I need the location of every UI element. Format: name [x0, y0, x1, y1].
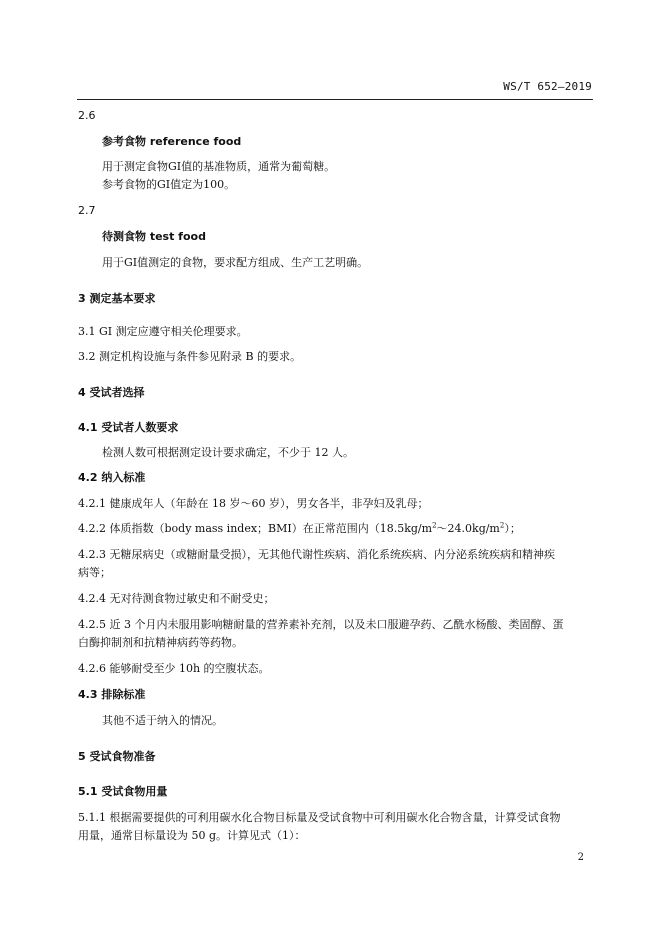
- clause-5-1-1-line1: 5.1.1 根据需要提供的可利用碳水化合物目标量及受试食物中可利用碳水化合物含量，计算受试食物: [78, 811, 561, 824]
- document-code: WS/T 652—2019: [503, 80, 592, 93]
- clause-2-6-definition: 用于测定食物GI值的基准物质，通常为葡萄糖。: [102, 160, 336, 173]
- clause-4-3-heading: 4.3 排除标准: [78, 688, 146, 701]
- clause-2-7-definition: 用于GI值测定的食物，要求配方组成、生产工艺明确。: [102, 256, 369, 269]
- section-4-heading: 4 受试者选择: [78, 386, 145, 399]
- clause-4-1-heading: 4.1 受试者人数要求: [78, 421, 179, 434]
- clause-2-6-note: 参考食物的GI值定为100。: [102, 178, 236, 191]
- clause-5-1-1-line2: 用量，通常目标量设为 50 g。计算见式（1）：: [78, 829, 306, 842]
- clause-3-2: 3.2 测定机构设施与条件参见附录 B 的要求。: [78, 350, 302, 363]
- clause-4-2-4: 4.2.4 无对待测食物过敏史和不耐受史；: [78, 592, 275, 605]
- superscript: 2: [499, 521, 505, 530]
- clause-5-1-heading: 5.1 受试食物用量: [78, 785, 168, 798]
- clause-2-7-number: 2.7: [78, 204, 96, 217]
- clause-4-2-2-text-a: 4.2.2 体质指数（body mass index；BMI）在正常范围内（18.5kg/m: [78, 522, 433, 535]
- section-5-heading: 5 受试食物准备: [78, 750, 156, 763]
- clause-2-7-term: 待测食物 test food: [102, 230, 206, 243]
- page-number: 2: [577, 852, 584, 863]
- clause-4-2-5-line2: 白酶抑制剂和抗精神病药等药物。: [78, 636, 243, 649]
- clause-3-1: 3.1 GI 测定应遵守相关伦理要求。: [78, 325, 248, 338]
- clause-4-2-5-line1: 4.2.5 近 3 个月内未服用影响糖耐量的营养素补充剂，以及未口服避孕药、乙酰水杨酸、类固醇、蛋: [78, 618, 564, 631]
- header-rule: [77, 99, 593, 100]
- clause-4-2-heading: 4.2 纳入标准: [78, 471, 146, 484]
- clause-4-2-2: [78, 519, 593, 538]
- clause-2-6-term: 参考食物 reference food: [102, 135, 242, 148]
- clause-2-6-number: 2.6: [78, 109, 96, 122]
- superscript: 2: [432, 521, 437, 530]
- clause-4-2-1: 4.2.1 健康成年人（年龄在 18 岁～60 岁），男女各半，非孕妇及乳母；: [78, 497, 429, 510]
- clause-4-2-2-text-c: ）；: [504, 522, 521, 535]
- clause-4-2-3-line1: 4.2.3 无糖尿病史（或糖耐量受损），无其他代谢性疾病、消化系统疾病、内分泌系统疾病和精神疾: [78, 548, 555, 561]
- clause-4-1-text: 检测人数可根据测定设计要求确定，不少于 12 人。: [102, 446, 354, 459]
- clause-4-2-2-text-b: ～24.0kg/m: [436, 522, 500, 535]
- clause-4-2-6: 4.2.6 能够耐受至少 10h 的空腹状态。: [78, 662, 270, 675]
- section-3-heading: 3 测定基本要求: [78, 292, 156, 305]
- clause-4-2-3-line2: 病等；: [78, 566, 111, 579]
- clause-4-3-text: 其他不适于纳入的情况。: [102, 714, 223, 727]
